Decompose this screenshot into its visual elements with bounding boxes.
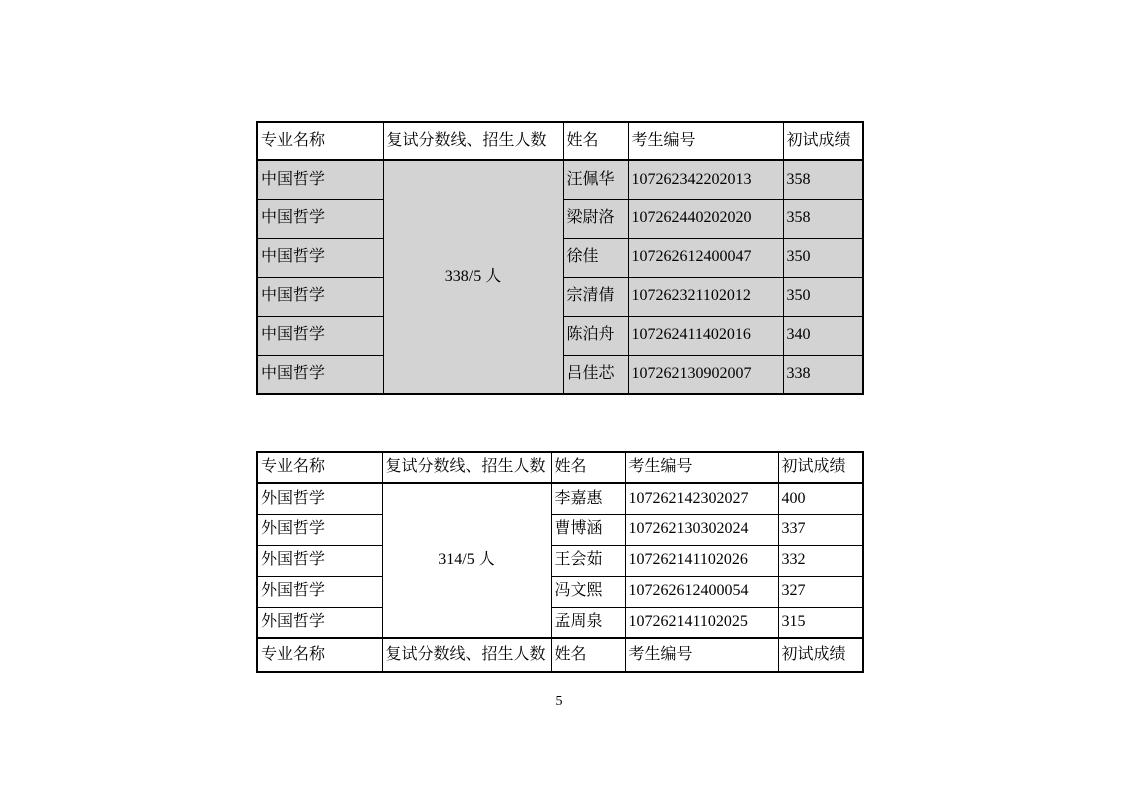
table-header-row bbox=[257, 452, 863, 483]
column-header-name: 姓名 bbox=[563, 122, 628, 160]
name-cell: 曹博涵 bbox=[551, 514, 625, 545]
candidate-id-cell: 107262142302027 bbox=[625, 483, 778, 514]
candidate-id-cell: 107262342202013 bbox=[628, 160, 783, 199]
table-row bbox=[257, 576, 863, 607]
column-header-retest-quota: 复试分数线、招生人数 bbox=[383, 122, 563, 160]
score-cell: 400 bbox=[778, 483, 863, 514]
major-cell: 外国哲学 bbox=[257, 576, 382, 607]
name-cell: 李嘉惠 bbox=[551, 483, 625, 514]
column-header-major: 专业名称 bbox=[257, 452, 382, 483]
major-cell: 外国哲学 bbox=[257, 607, 382, 638]
page-number: 5 bbox=[555, 694, 563, 709]
major-cell: 中国哲学 bbox=[257, 199, 383, 238]
name-cell: 梁尉洛 bbox=[563, 199, 628, 238]
score-cell: 332 bbox=[778, 545, 863, 576]
column-header-major: 专业名称 bbox=[257, 122, 383, 160]
table-row bbox=[257, 483, 863, 514]
major-cell: 中国哲学 bbox=[257, 316, 383, 355]
column-header-candidate-id: 考生编号 bbox=[625, 638, 778, 672]
major-cell: 中国哲学 bbox=[257, 160, 383, 199]
score-cell: 358 bbox=[783, 199, 863, 238]
major-cell: 中国哲学 bbox=[257, 355, 383, 394]
score-cell: 337 bbox=[778, 514, 863, 545]
column-header-retest-quota: 复试分数线、招生人数 bbox=[382, 638, 551, 672]
score-cell: 350 bbox=[783, 238, 863, 277]
name-cell: 陈泊舟 bbox=[563, 316, 628, 355]
table-row bbox=[257, 514, 863, 545]
table-row bbox=[257, 545, 863, 576]
candidate-id-cell: 107262141102025 bbox=[625, 607, 778, 638]
candidate-id-cell: 107262130302024 bbox=[625, 514, 778, 545]
candidate-id-cell: 107262141102026 bbox=[625, 545, 778, 576]
candidate-id-cell: 107262612400047 bbox=[628, 238, 783, 277]
column-header-name: 姓名 bbox=[551, 638, 625, 672]
column-header-candidate-id: 考生编号 bbox=[625, 452, 778, 483]
candidate-id-cell: 107262321102012 bbox=[628, 277, 783, 316]
next-table-header-row bbox=[257, 638, 863, 672]
score-cell: 315 bbox=[778, 607, 863, 638]
name-cell: 徐佳 bbox=[563, 238, 628, 277]
candidate-id-cell: 107262130902007 bbox=[628, 355, 783, 394]
name-cell: 宗清倩 bbox=[563, 277, 628, 316]
retest-quota-cell: 338/5 人 bbox=[383, 160, 563, 394]
score-cell: 327 bbox=[778, 576, 863, 607]
candidate-id-cell: 107262612400054 bbox=[625, 576, 778, 607]
column-header-score: 初试成绩 bbox=[778, 452, 863, 483]
candidate-id-cell: 107262440202020 bbox=[628, 199, 783, 238]
score-cell: 340 bbox=[783, 316, 863, 355]
name-cell: 汪佩华 bbox=[563, 160, 628, 199]
score-cell: 350 bbox=[783, 277, 863, 316]
major-cell: 中国哲学 bbox=[257, 238, 383, 277]
column-header-retest-quota: 复试分数线、招生人数 bbox=[382, 452, 551, 483]
score-cell: 358 bbox=[783, 160, 863, 199]
retest-quota-cell: 314/5 人 bbox=[382, 483, 551, 638]
name-cell: 冯文熙 bbox=[551, 576, 625, 607]
column-header-score: 初试成绩 bbox=[778, 638, 863, 672]
major-cell: 中国哲学 bbox=[257, 277, 383, 316]
major-cell: 外国哲学 bbox=[257, 514, 382, 545]
score-cell: 338 bbox=[783, 355, 863, 394]
table-row bbox=[257, 160, 863, 199]
candidate-id-cell: 107262411402016 bbox=[628, 316, 783, 355]
admissions-table-foreign-philosophy bbox=[256, 451, 864, 673]
admissions-table-chinese-philosophy bbox=[256, 121, 864, 395]
column-header-candidate-id: 考生编号 bbox=[628, 122, 783, 160]
column-header-score: 初试成绩 bbox=[783, 122, 863, 160]
name-cell: 吕佳芯 bbox=[563, 355, 628, 394]
name-cell: 孟周泉 bbox=[551, 607, 625, 638]
column-header-name: 姓名 bbox=[551, 452, 625, 483]
major-cell: 外国哲学 bbox=[257, 545, 382, 576]
table-header-row bbox=[257, 122, 863, 160]
table-row bbox=[257, 607, 863, 638]
name-cell: 王会茹 bbox=[551, 545, 625, 576]
column-header-major: 专业名称 bbox=[257, 638, 382, 672]
major-cell: 外国哲学 bbox=[257, 483, 382, 514]
